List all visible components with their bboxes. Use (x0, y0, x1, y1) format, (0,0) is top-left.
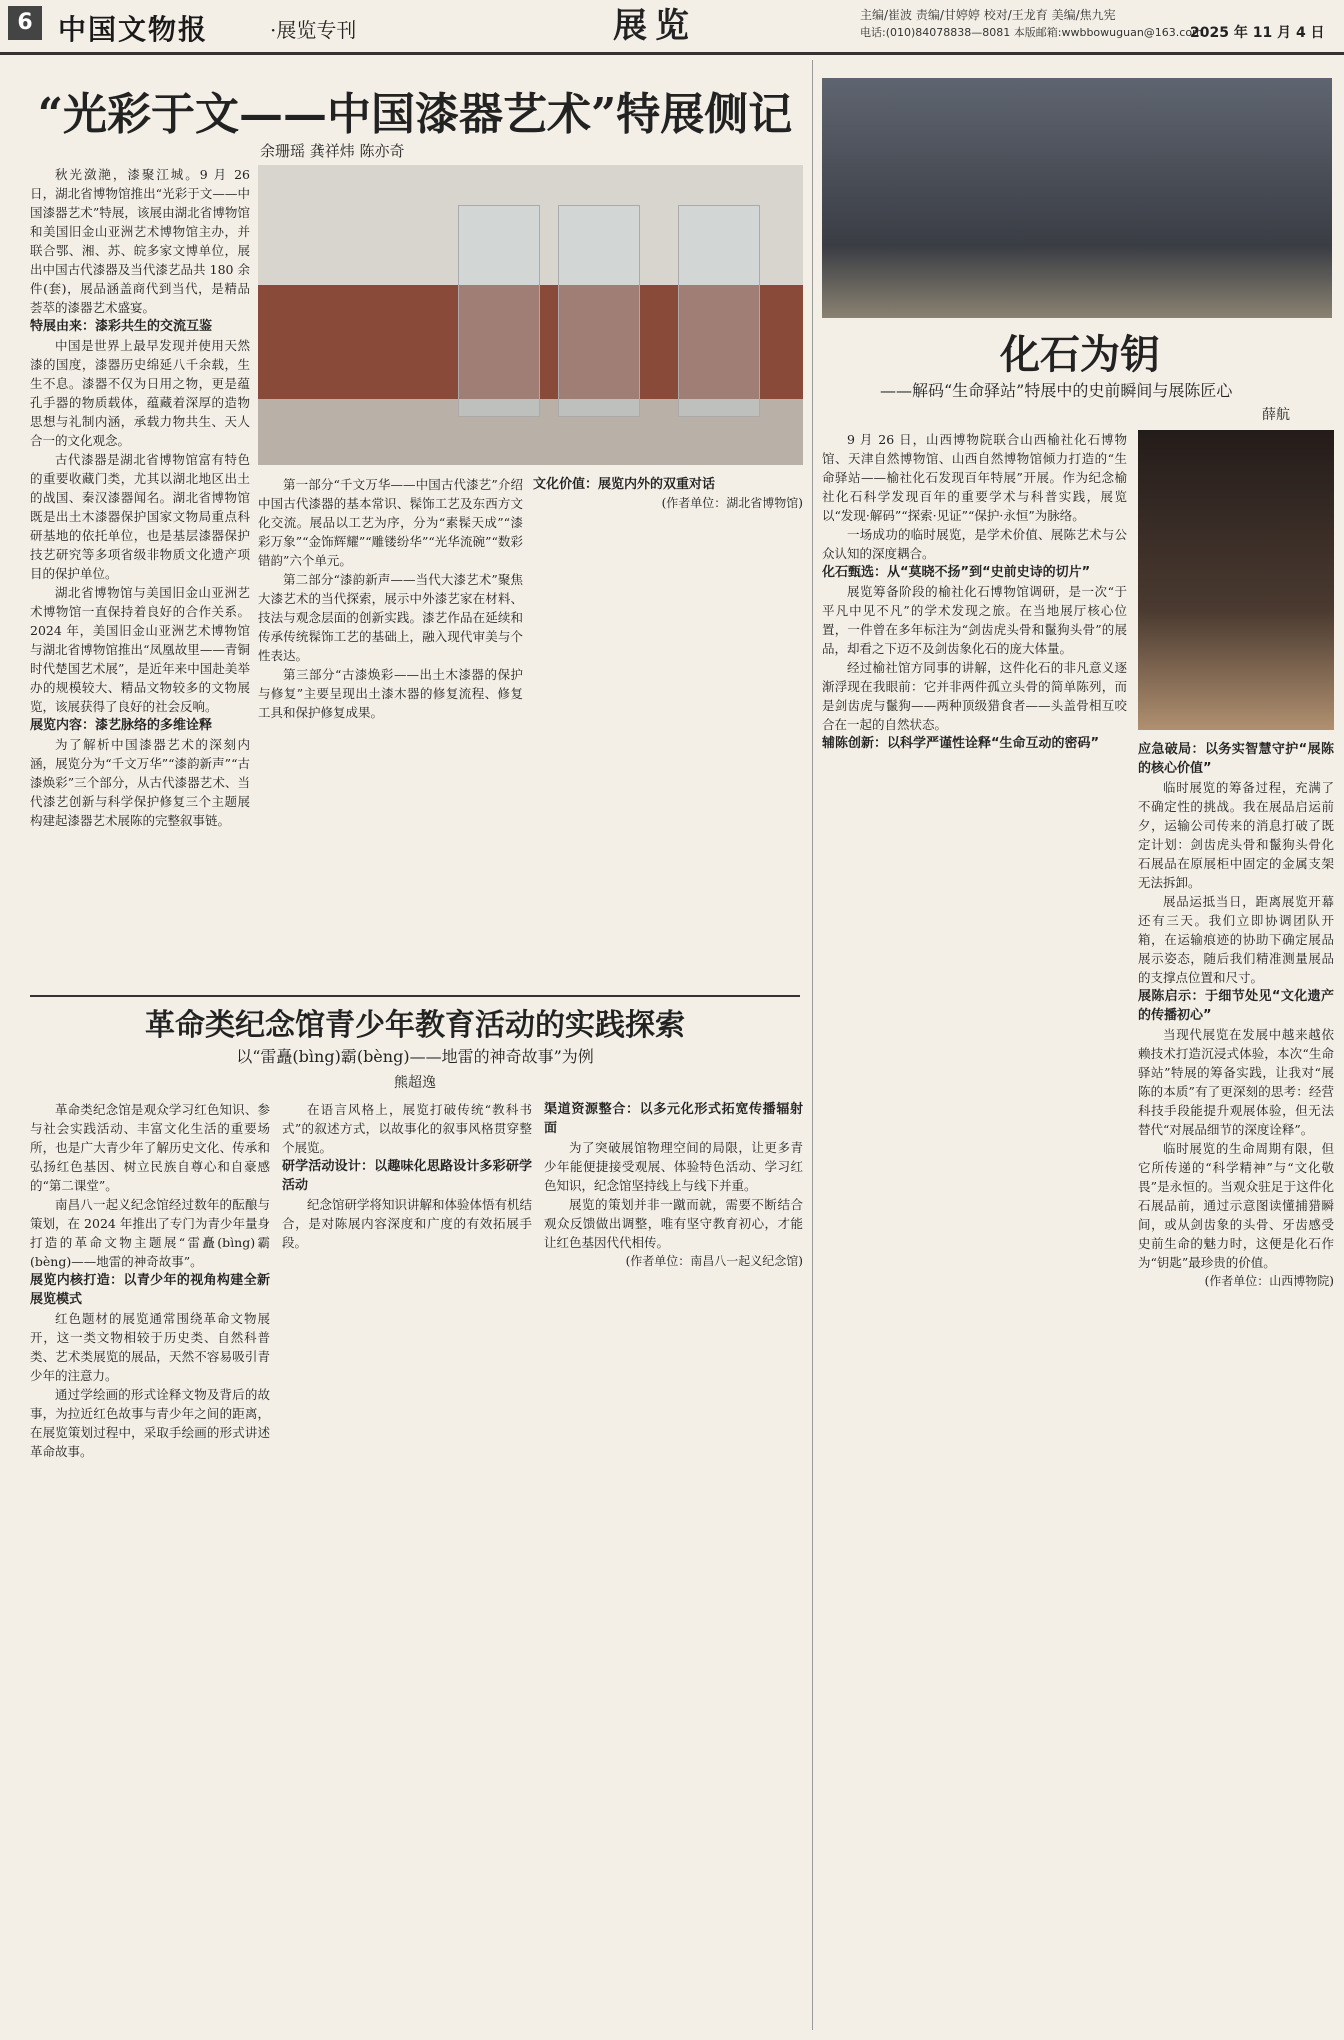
subhead: 辅陈创新：以科学严谨性诠释“生命互动的密码” (822, 736, 1100, 751)
article-separator (30, 995, 800, 997)
article2-title: 革命类纪念馆青少年教育活动的实践探索 (145, 1008, 685, 1043)
paragraph: 通过学绘画的形式诠释文物及背后的故事，为拉近红色故事与青少年之间的距离，在展览策划过程中，采取手绘画的形式讲述革命故事。 (30, 1387, 270, 1459)
paragraph: 展览筹备阶段的榆社化石博物馆调研，是一次“于平凡中见不凡”的学术发现之旅。在当地展厅核心位置，一件曾在多年标注为“剑齿虎头骨和鬣狗头骨”的展品，却看之下迈不及剑齿象化石的庞大体量。 (822, 584, 1127, 656)
article1-title: “光彩于文——中国漆器艺术”特展侧记 (37, 89, 793, 140)
paragraph: 第二部分“漆韵新声——当代大漆艺术”聚焦大漆艺术的当代探索，展示中外漆艺家在材料、技法与观念层面的创新实践。漆艺作品在延续和传承传统髹饰工艺的基础上，融入现代审美与个性表达。 (258, 572, 523, 663)
masthead-rule (0, 52, 1344, 55)
article3-credit: (作者单位：山西博物院) (1204, 1274, 1334, 1288)
contact-info: 电话:(010)84078838—8081 本版邮箱:wwbbowuguan@163.com (860, 26, 1203, 39)
paragraph: 为了解析中国漆器艺术的深刻内涵，展览分为“千文万华”“漆韵新声”“古漆焕彩”三个部分，从古代漆器艺术、当代漆艺创新与科学保护修复三个主题展构建起漆器艺术展陈的完整叙事链。 (30, 737, 250, 828)
subhead: 文化价值：展览内外的双重对话 (533, 477, 716, 492)
exhibition-hall-photo (258, 165, 803, 465)
article2-column-2 (282, 1100, 532, 2020)
paragraph: 9 月 26 日，山西博物院联合山西榆社化石博物馆、天津自然博物馆、山西自然博物馆倾力打造的“生命驿站——榆社化石发现百年特展”开展。作为纪念榆社化石科学发现百年的重要学术与科普实践，展览以“发现·解码”“探索·见证”“保护·永恒”为脉络。 (822, 432, 1127, 523)
subhead: 展陈启示：于细节处见“文化遗产的传播初心” (1138, 989, 1334, 1023)
article2-subtitle: 以“雷矗(bìng)霸(bèng)——地雷的神奇故事”为例 (236, 1047, 594, 1066)
paragraph: 当现代展览在发展中越来越依赖技术打造沉浸式体验，本次“生命驿站”特展的筹备实践，让我对“展陈的本质”有了更深刻的思考：经营科技手段能提升观展体验，但无法替代“对展品细节的深度诠释”。 (1138, 1027, 1334, 1137)
paragraph: 一场成功的临时展览，是学术价值、展陈艺术与公众认知的深度耦合。 (822, 527, 1127, 561)
paragraph: 湖北省博物馆与美国旧金山亚洲艺术博物馆一直保持着良好的合作关系。2024 年，美国旧金山亚洲艺术博物馆与湖北省博物馆推出“凤凰故里——青铜时代楚国艺术展”，是近年来中国赴美举办的规模较大、精品文物较多的文物展览，该展获得了良好的社会反响。 (30, 585, 250, 714)
paragraph: 第三部分“古漆焕彩——出土木漆器的保护与修复”主要呈现出土漆木器的修复流程、修复工具和保护修复成果。 (258, 667, 523, 720)
edition-label: ·展览专刊 (270, 18, 357, 42)
paragraph: 中国是世界上最早发现并使用天然漆的国度，漆器历史绵延八千余载，生生不息。漆器不仅为日用之物，更是蕴孔手器的物质载体，蕴藏着深厚的造物思想与礼制内涵，承载力物共生、天人合一的文化观念。 (30, 338, 250, 448)
subhead: 应急破局：以务实智慧守护“展陈的核心价值” (1138, 742, 1334, 776)
article1-column-2 (258, 475, 523, 995)
paragraph: 南昌八一起义纪念馆经过数年的酝酿与策划，在 2024 年推出了专门为青少年量身打造的革命文物主题展“雷矗(bìng)霸(bèng)——地雷的神奇故事”。 (30, 1197, 270, 1269)
subhead: 化石甄选：从“莫晓不扬”到“史前史诗的切片” (822, 565, 1091, 580)
article3-column-1 (822, 430, 1127, 2020)
fossil-gallery-photo (822, 78, 1332, 318)
paragraph: 临时展览的生命周期有限，但它所传递的“科学精神”与“文化敬畏”是永恒的。当观众驻足于这件化石展品前，通过示意图读懂捕猎瞬间，或从剑齿象的头骨、牙齿感受史前生命的魅力时，这便是化石作为“钥匙”最珍贵的价值。 (1138, 1141, 1334, 1270)
article1-authors: 余珊瑶 龚祥炜 陈亦奇 (260, 142, 405, 160)
article1-column-3 (533, 475, 803, 995)
paragraph: 在语言风格上，展览打破传统“教科书式”的叙述方式，以故事化的叙事风格贯穿整个展览。 (282, 1102, 532, 1155)
article1-column-1 (30, 165, 250, 995)
article2-credit: (作者单位：南昌八一起义纪念馆) (625, 1254, 803, 1268)
subhead: 特展由来：漆彩共生的交流互鉴 (30, 319, 213, 334)
elephant-skull-photo (1138, 430, 1334, 730)
article2-column-3 (544, 1100, 803, 2020)
column-divider (812, 60, 813, 2030)
issue-date: 2025 年 11 月 4 日 (1190, 25, 1325, 41)
article2-column-1 (30, 1100, 270, 2020)
paragraph: 纪念馆研学将知识讲解和体验体悟有机结合，是对陈展内容深度和广度的有效拓展手段。 (282, 1197, 532, 1250)
paragraph: 经过榆社馆方同事的讲解，这件化石的非凡意义逐渐浮现在我眼前：它并非两件孤立头骨的简单陈列，而是剑齿虎与鬣狗——两种顶级猎食者——头盖骨相互咬合在一起的自然状态。 (822, 660, 1127, 732)
subhead: 渠道资源整合：以多元化形式拓宽传播辐射面 (544, 1102, 803, 1136)
paragraph: 展览的策划并非一蹴而就，需要不断结合观众反馈做出调整，唯有坚守教育初心，才能让红色基因代代相传。 (544, 1197, 803, 1250)
page-number: 6 (8, 6, 42, 40)
section-title: 展览 (613, 6, 697, 46)
paragraph: 第一部分“千文万华——中国古代漆艺”介绍中国古代漆器的基本常识、髹饰工艺及东西方文化交流。展品以工艺为序，分为“素髹天成”“漆彩万象”“金饰辉耀”“雕镂纷华”“光华流碗”“数彩错韵”六个单元。 (258, 477, 523, 568)
subhead: 展览内核打造：以青少年的视角构建全新展览模式 (30, 1273, 270, 1307)
article3-column-2 (1138, 740, 1334, 2020)
paragraph: 展品运抵当日，距离展览开幕还有三天。我们立即协调团队开箱，在运输痕迹的协助下确定展品展示姿态，随后我们精准测量展品的支撑点位置和尺寸。 (1138, 894, 1334, 985)
article3-authors: 薛航 (1262, 407, 1290, 423)
newspaper-name: 中国文物报 (58, 13, 209, 46)
paragraph: 革命类纪念馆是观众学习红色知识、参与社会实践活动、丰富文化生活的重要场所，也是广大青少年了解历史文化、传承和弘扬红色基因、树立民族自尊心和自豪感的“第二课堂”。 (30, 1102, 270, 1193)
paragraph: 临时展览的筹备过程，充满了不确定性的挑战。我在展品启运前夕，运输公司传来的消息打破了既定计划：剑齿虎头骨和鬣狗头骨化石展品在原展柜中固定的金属支架无法拆卸。 (1138, 780, 1334, 890)
paragraph: 红色题材的展览通常围绕革命文物展开，这一类文物相较于历史类、自然科普类、艺术类展览的展品，天然不容易吸引青少年的注意力。 (30, 1311, 270, 1383)
paragraph: 古代漆器是湖北省博物馆富有特色的重要收藏门类，尤其以湖北地区出土的战国、秦汉漆器闻名。湖北省博物馆既是出土木漆器保护国家文物局重点科研基地的依托单位，也是基层漆器保护技艺研究等多项省级非物质文化遗产项目的保护单位。 (30, 452, 250, 581)
paragraph: 秋光潋滟，漆聚江城。9 月 26 日，湖北省博物馆推出“光彩于文——中国漆器艺术”特展，该展由湖北省博物馆和美国旧金山亚洲艺术博物馆主办，并联合鄂、湘、苏、皖多家文博单位，展出中国古代漆器及当代漆艺品共 180 余件(套)，展品涵盖商代到当代，是精品荟萃的漆器艺术盛宴。 (30, 167, 250, 315)
article1-credit: (作者单位：湖北省博物馆) (661, 496, 803, 510)
article3-subtitle: ——解码“生命驿站”特展中的史前瞬间与展陈匠心 (880, 381, 1233, 400)
subhead: 研学活动设计：以趣味化思路设计多彩研学活动 (282, 1159, 532, 1193)
article3-title: 化石为钥 (1000, 331, 1160, 378)
article2-authors: 熊超逸 (394, 1075, 436, 1091)
editor-credits: 主编/崔波 责编/甘婷婷 校对/王龙育 美编/焦九宪 (860, 8, 1116, 22)
paragraph: 为了突破展馆物理空间的局限，让更多青少年能便捷接受观展、体验特色活动、学习红色知识，纪念馆坚持线上与线下并重。 (544, 1140, 803, 1193)
subhead: 展览内容：漆艺脉络的多维诠释 (30, 718, 213, 733)
